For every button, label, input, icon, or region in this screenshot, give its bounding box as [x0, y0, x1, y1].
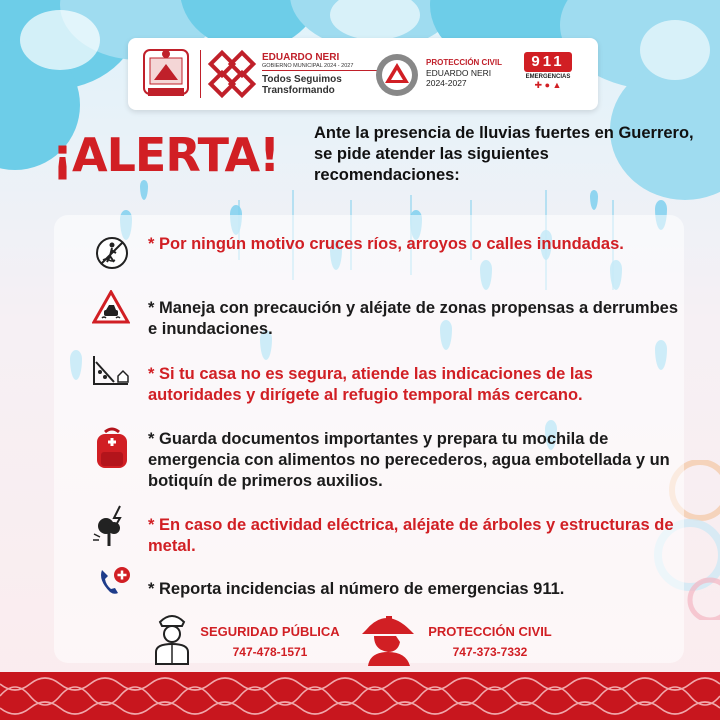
recommendation-6: * Reporta incidencias al número de emergencias 911.	[148, 580, 565, 598]
lightning-tree-icon	[90, 504, 132, 548]
emergency-backpack-icon	[93, 426, 131, 472]
contact-proteccion-title: PROTECCIÓN CIVIL	[428, 624, 552, 639]
civil-protection-text	[426, 58, 521, 88]
contact-seguridad-title: SEGURIDAD PÚBLICA	[200, 624, 340, 639]
pc-years: 2024-2027	[426, 78, 467, 88]
civil-protection-logo-icon	[374, 52, 420, 98]
e911-label: EMERGENCIAS	[525, 74, 571, 80]
road-warning-icon	[92, 290, 130, 324]
recommendation-2: * Maneja con precaución y aléjate de zonas propensas a derrumbes e inundaciones.	[148, 299, 679, 338]
recommendation-1: * Por ningún motivo cruces ríos, arroyos o calles inundadas.	[148, 235, 624, 253]
police-officer-icon	[152, 610, 192, 666]
ornamental-band	[0, 672, 720, 720]
recommendation-4: * Guarda documentos importantes y prepara tu mochila de emergencia con alimentos no perecederos, agua embotellada y un botiquín de primeros auxilios.	[148, 430, 670, 490]
landslide-icon	[92, 354, 132, 386]
gov-name: EDUARDO NERI	[262, 52, 340, 63]
gov-subtitle: GOBIERNO MUNICIPAL 2024 - 2027	[262, 63, 386, 71]
alert-intro: Ante la presencia de lluvias fuertes en Guerrero, se pide atender las siguientes recomendaciones:	[314, 124, 694, 184]
emergency-911-logo	[524, 52, 572, 98]
contact-proteccion-phone[interactable]: 747-373-7332	[452, 645, 528, 659]
slogan: Todos Seguimos Transformando	[262, 74, 342, 96]
emergency-phone-icon	[98, 566, 132, 596]
recommendation-3: * Si tu casa no es segura, atiende las indicaciones de las autoridades y dirígete al refugio temporal más cercano.	[148, 365, 593, 404]
pc-title: PROTECCIÓN CIVIL	[426, 58, 503, 67]
logo-divider	[200, 50, 201, 98]
emergency-symbols-icon: ✚ ● ▲	[534, 80, 562, 90]
government-text	[262, 52, 386, 96]
endless-knot-logo-icon	[206, 48, 258, 100]
contact-seguridad	[190, 624, 350, 659]
header-logos	[128, 38, 598, 110]
no-crossing-icon	[95, 236, 129, 270]
contact-seguridad-phone[interactable]: 747-478-1571	[232, 645, 308, 659]
alert-title: ¡ALERTA!	[52, 128, 280, 182]
municipal-crest-icon	[140, 46, 192, 102]
firefighter-icon	[360, 608, 416, 666]
pc-name: EDUARDO NERI	[426, 68, 492, 78]
e911-number: 911	[524, 52, 572, 72]
recommendation-5: * En caso de actividad eléctrica, aléjate de árboles y estructuras de metal.	[148, 516, 674, 555]
contact-proteccion	[412, 624, 568, 659]
ornament-pattern-icon	[0, 672, 720, 720]
